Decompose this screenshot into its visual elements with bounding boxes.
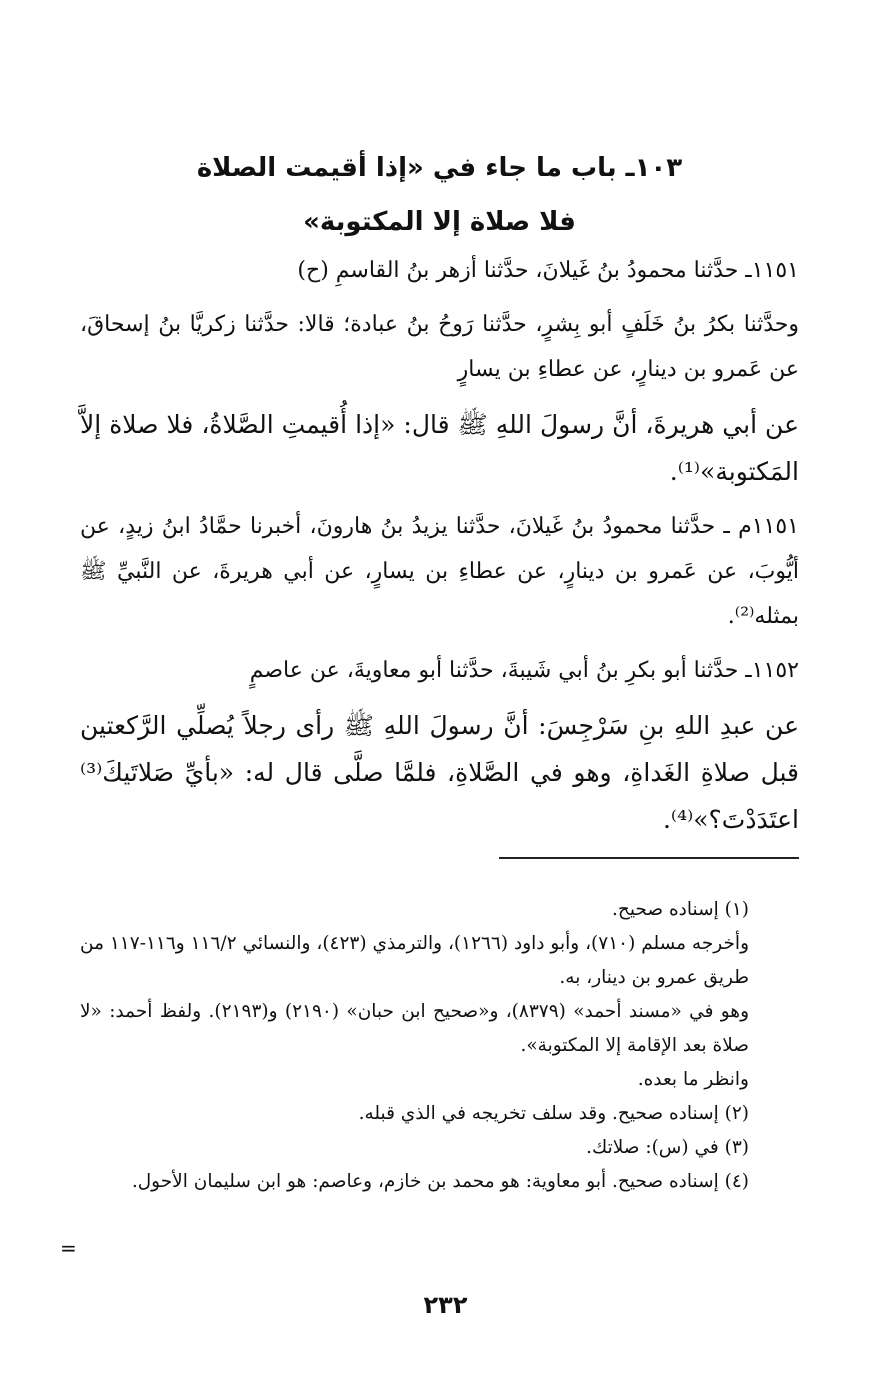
footnote: وانظر ما بعده. bbox=[637, 1069, 749, 1090]
continued-mark: = bbox=[60, 1236, 77, 1260]
footnote: (١) إسناده صحيح. bbox=[612, 899, 749, 920]
isnad-paragraph: وحدَّثنا بكرُ بنُ خَلَفٍ أبو بِشرٍ، حدَّثنا رَوحُ بنُ عبادة؛ قالا: حدَّثنا زكريَّا بنُ إسحاقَ، عن عَمرو بن دينارٍ، عن عطاءِ بن يسارٍ bbox=[80, 312, 799, 382]
chapter-title-line-1: ١٠٣ـ باب ما جاء في «إذا أقيمت الصلاة bbox=[196, 153, 683, 183]
footnote: (٤) إسناده صحيح. أبو معاوية: هو محمد بن خازم، وعاصم: هو ابن سليمان الأحول. bbox=[131, 1171, 749, 1192]
footnotes bbox=[80, 893, 799, 1199]
footnote: وأخرجه مسلم (٧١٠)، وأبو داود (١٢٦٦)، والترمذي (٤٢٣)، والنسائي ١١٦/٢ و١١٦-١١٧ من طريق عمرو بن دينار، به. bbox=[80, 933, 749, 988]
footnote: (٢) إسناده صحيح. وقد سلف تخريجه في الذي قبله. bbox=[358, 1103, 749, 1124]
matn-paragraph: عن أبي هريرةَ، أنَّ رسولَ اللهِ ﷺ قال: «إذا أُقيمتِ الصَّلاةُ، فلا صلاة إلاَّ المَكتوبة»⁽¹⁾. bbox=[80, 410, 799, 486]
hadith-body bbox=[80, 248, 799, 859]
footnote: وهو في «مسند أحمد» (٨٣٧٩)، و«صحيح ابن حبان» (٢١٩٠) و(٢١٩٣). ولفظ أحمد: «لا صلاة بعد الإقامة إلا المكتوبة». bbox=[80, 1001, 749, 1056]
page-number: ٢٣٢ bbox=[423, 1291, 468, 1319]
isnad-paragraph: ١١٥١م ـ حدَّثنا محمودُ بنُ غَيلانَ، حدَّثنا يزيدُ بنُ هارونَ، أخبرنا حمَّادُ ابنُ زيدٍ، عن أيُّوبَ، عن عَمرو بن دينارٍ، عن عطاءِ بن يسارٍ، عن أبي هريرةَ، عن النَّبيِّ ﷺ بمثله⁽²⁾. bbox=[80, 514, 799, 629]
chapter-title-line-2: فلا صلاة إلا المكتوبة» bbox=[303, 207, 576, 237]
book-page bbox=[80, 0, 799, 1380]
chapter-title bbox=[80, 141, 799, 249]
isnad-paragraph: ١١٥١ـ حدَّثنا محمودُ بنُ غَيلانَ، حدَّثنا أزهر بنُ القاسمِ (ح) bbox=[297, 258, 799, 283]
footnote: (٣) في (س): صلاتك. bbox=[586, 1137, 749, 1158]
isnad-paragraph: ١١٥٢ـ حدَّثنا أبو بكرِ بنُ أبي شَيبةَ، حدَّثنا أبو معاويةَ، عن عاصمٍ bbox=[249, 658, 799, 683]
footnote-separator bbox=[499, 857, 799, 859]
matn-paragraph: عن عبدِ اللهِ بنِ سَرْجِسَ: أنَّ رسولَ اللهِ ﷺ رأى رجلاً يُصلِّي الرَّكعتين قبل صلاةِ الغَداةِ، وهو في الصَّلاةِ، فلمَّا صلَّى قال له: «بأيِّ صَلاتَيكَ⁽³⁾ اعتَدَدْتَ؟»⁽⁴⁾. bbox=[80, 711, 799, 834]
